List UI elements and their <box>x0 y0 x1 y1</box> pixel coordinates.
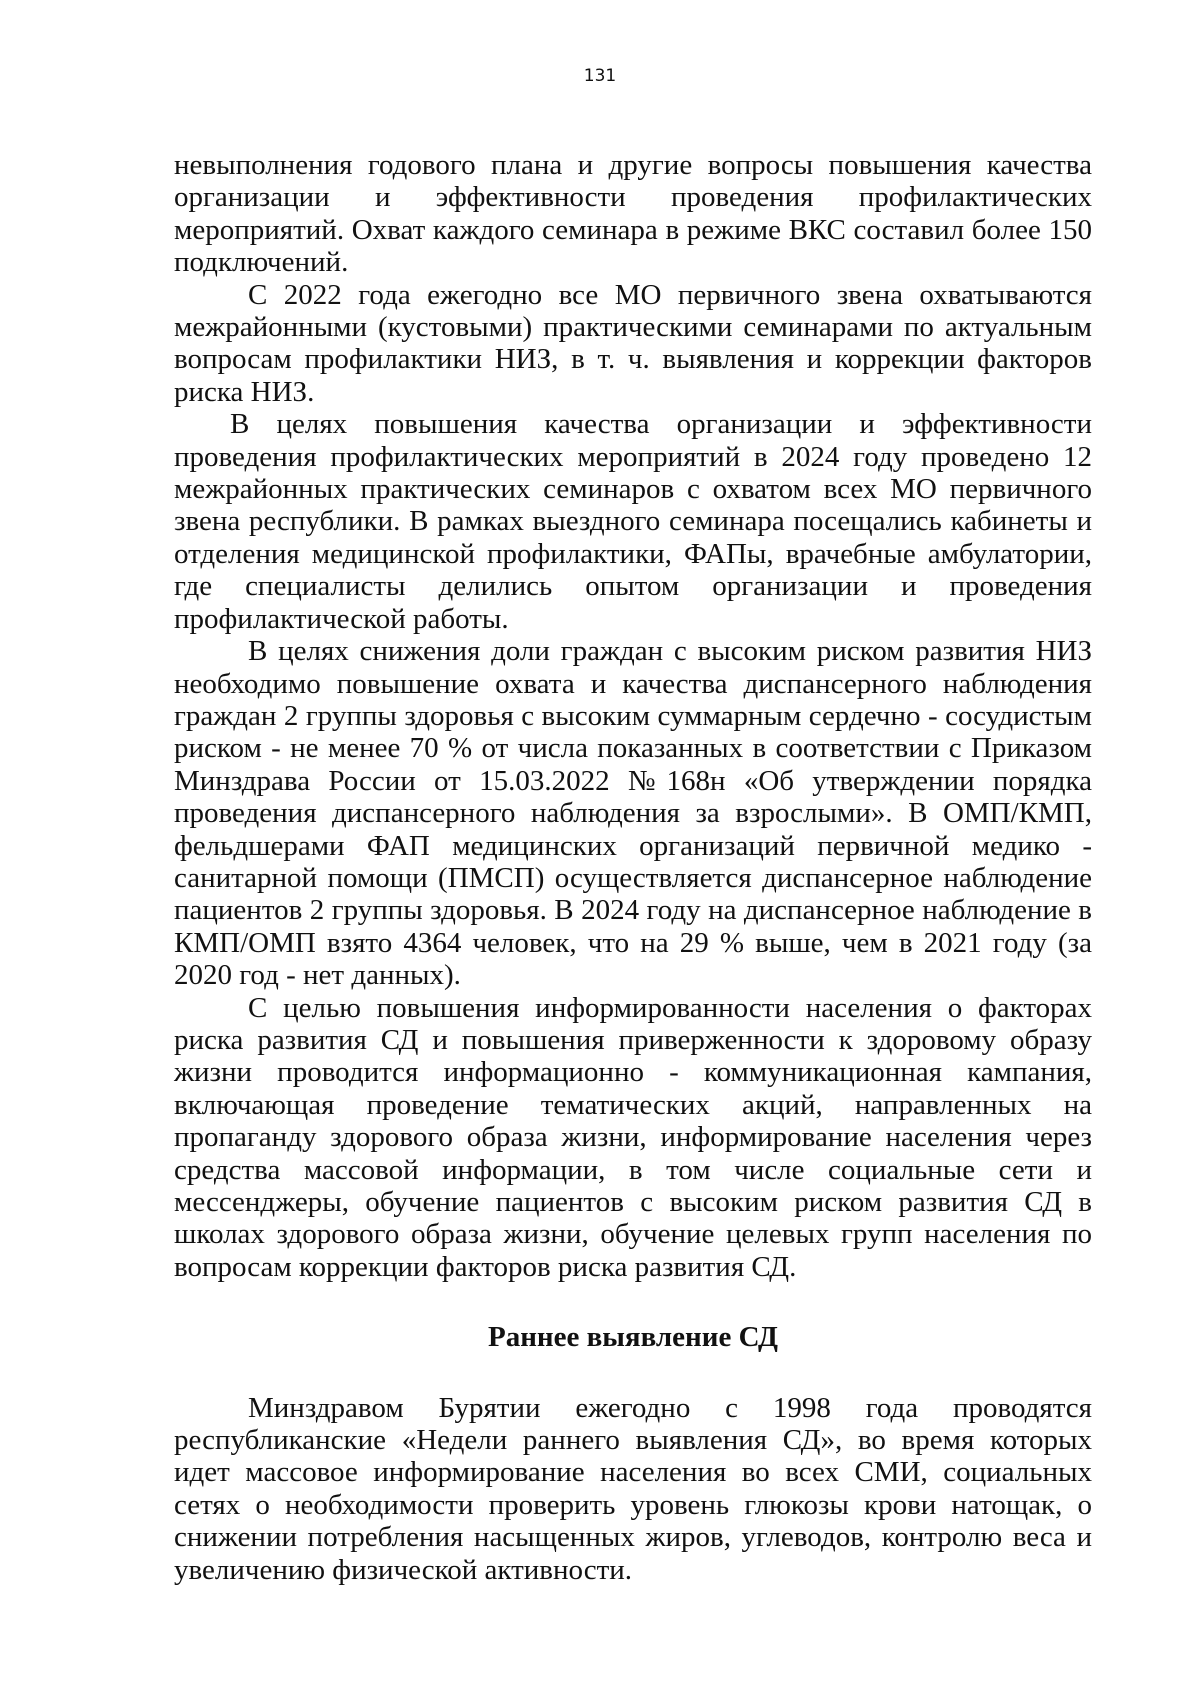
paragraph-seminars-2022: С 2022 года ежегодно все МО первичного звена охватываются межрайонными (кустовыми) практическими семинарами по актуальным вопросам профилактики НИЗ, в т. ч. выявления и коррекции факторов риска НИЗ. <box>174 278 1092 408</box>
document-body <box>174 149 1092 1586</box>
section-heading: Раннее выявление СД <box>487 1321 779 1354</box>
paragraph-early-detection-weeks: Минздравом Бурятии ежегодно с 1998 года проводятся республиканские «Недели раннего выявления СД», во время которых идет массовое информирование населения во всех СМИ, социальных сетях о необходимости проверить уровень глюкозы крови натощак, о снижении потребления насыщенных жиров, углеводов, контролю веса и увеличению физической активности. <box>174 1391 1092 1586</box>
paragraph-dispensary-observation: В целях снижения доли граждан с высоким риском развития НИЗ необходимо повышение охвата и качества диспансерного наблюдения граждан 2 группы здоровья с высоким суммарным сердечно - сосудистым риском - не менее 70 % от числа показанных в соответствии с Приказом Минздрава России от 15.03.2022 №168н «Об утверждении порядка проведения диспансерного наблюдения за взрослыми». В ОМП/КМП, фельдшерами ФАП медицинских организаций первичной медико - санитарной помощи (ПМСП) осуществляется диспансерное наблюдение пациентов 2 группы здоровья. В 2024 году на диспансерное наблюдение в КМП/ОМП взято 4364 человек, что на 29 % выше, чем в 2021 году (за 2020 год - нет данных). <box>174 635 1092 992</box>
page-number: 131 <box>583 66 617 86</box>
paragraph-seminars-2024: В целях повышения качества организации и эффективности проведения профилактических мероприятий в 2024 году проведено 12 межрайонных практических семинаров с охватом всех МО первичного звена республики. В рамках выездного семинара посещались кабинеты и отделения медицинской профилактики, ФАПы, врачебные амбулатории, где специалисты делились опытом организации и проведения профилактической работы. <box>174 408 1092 635</box>
paragraph-information-campaign: С целью повышения информированности населения о факторах риска развития СД и повышения приверженности к здоровому образу жизни проводится информационно - коммуникационная кампания, включающая проведение тематических акций, направленных на пропаганду здорового образа жизни, информирование населения через средства массовой информации, в том числе социальные сети и мессенджеры, обучение пациентов с высоким риском развития СД в школах здорового образа жизни, обучение целевых групп населения по вопросам коррекции факторов риска развития СД. <box>174 991 1092 1283</box>
paragraph-continuation: невыполнения годового плана и другие вопросы повышения качества организации и эффективности проведения профилактических мероприятий. Охват каждого семинара в режиме ВКС составил более 150 подключений. <box>174 149 1092 279</box>
